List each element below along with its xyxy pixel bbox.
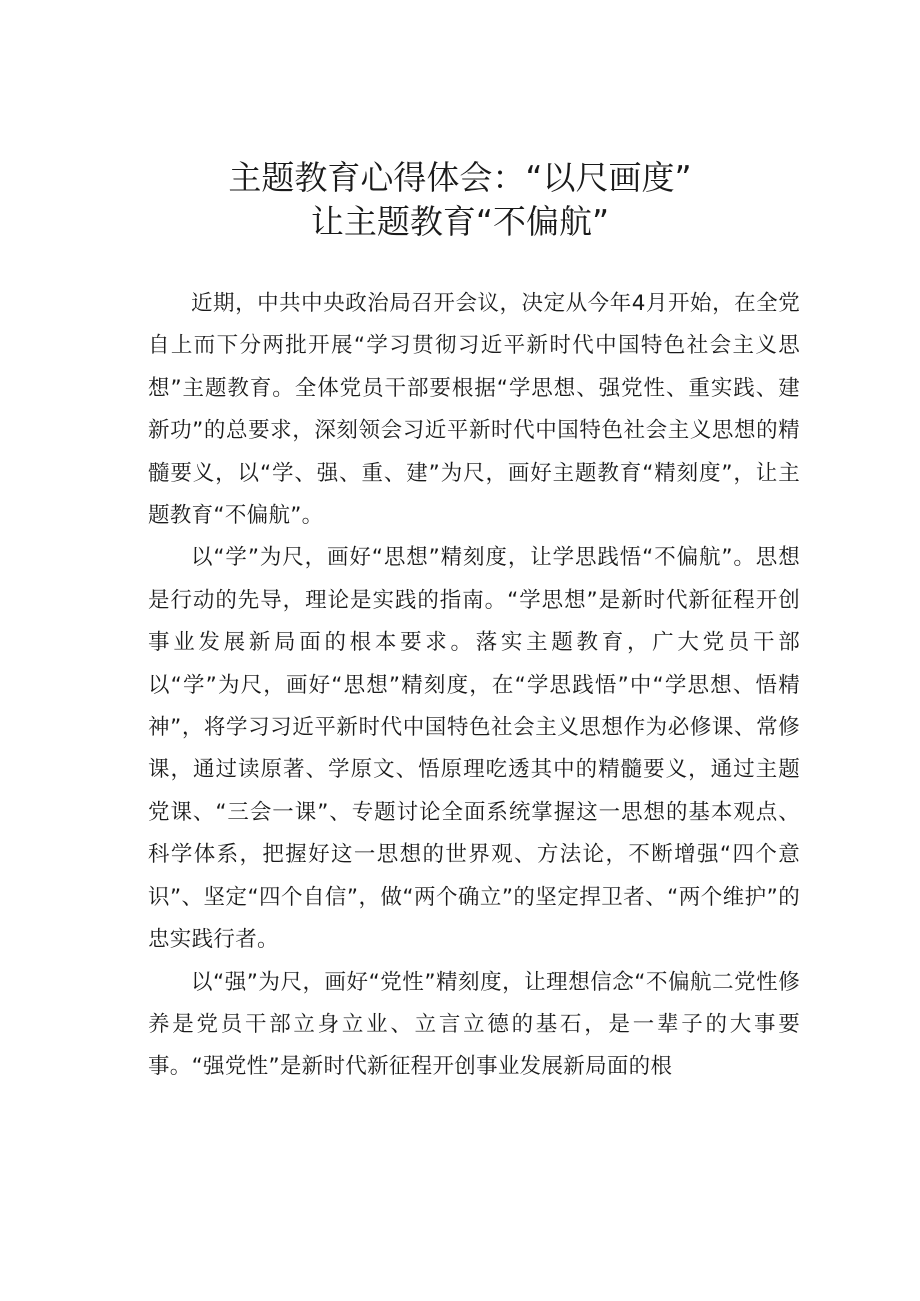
paragraph: 以“强”为尺，画好“党性”精刻度，让理想信念“不偏航二党性修养是党员干部立身立业、立言立德的基石，是一辈子的大事要事。“强党性”是新时代新征程开创事业发展新局面的根 — [148, 969, 800, 1080]
paragraph: 近期，中共中央政治局召开会议，决定从今年4月开始，在全党自上而下分两批开展“学习贯彻习近平新时代中国特色社会主义思想”主题教育。全体党员干部要根据“学思想、强党性、重实践、建新功”的总要求，深刻领会习近平新时代中国特色社会主义思想的精髓要义，以“学、强、重、建”为尺，画好主题教育“精刻度”，让主题教育“不偏航”。 — [148, 291, 800, 529]
document-title-line-1: 主题教育心得体会：“以尺画度” — [228, 158, 692, 197]
document-body — [148, 283, 800, 1089]
paragraph: 以“学”为尺，画好“思想”精刻度，让学思践悟“不偏航”。思想是行动的先导，理论是实践的指南。“学思想”是新时代新征程开创事业发展新局面的根本要求。落实主题教育，广大党员干部以“学”为尺，画好“思想”精刻度，在“学思践悟”中“学思想、悟精神”，将学习习近平新时代中国特色社会主义思想作为必修课、常修课，通过读原著、学原文、悟原理吃透其中的精髓要义，通过主题党课、“三会一课”、专题讨论全面系统掌握这一思想的基本观点、科学体系，把握好这一思想的世界观、方法论，不断增强“四个意识”、坚定“四个自信”，做“两个确立”的坚定捍卫者、“两个维护”的忠实践行者。 — [148, 545, 800, 953]
document-title-line-2: 让主题教育“不偏航” — [310, 202, 610, 241]
